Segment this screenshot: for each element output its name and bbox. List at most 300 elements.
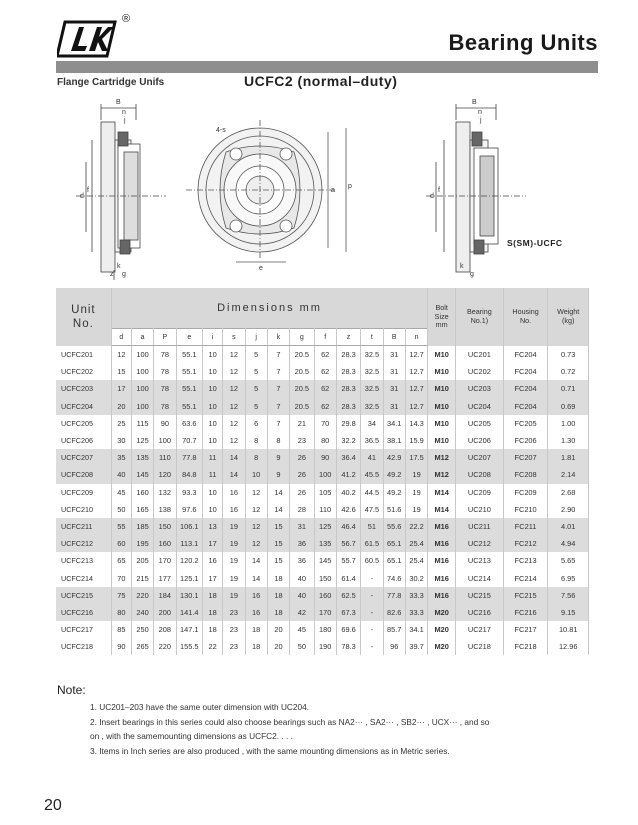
table-cell: FC217 — [503, 621, 548, 638]
table-cell: 61.4 — [336, 569, 360, 586]
table-cell: 14 — [223, 449, 245, 466]
table-cell: 15 — [111, 363, 131, 380]
dimensions-table — [56, 288, 589, 655]
table-cell: 10 — [203, 380, 223, 397]
table-cell: 28 — [290, 501, 314, 518]
table-cell: 39.7 — [405, 638, 428, 655]
table-cell: 220 — [154, 638, 176, 655]
table-cell: UC203 — [455, 380, 503, 397]
table-cell: M14 — [428, 501, 456, 518]
table-cell: 135 — [131, 449, 153, 466]
table-cell: 12.7 — [405, 398, 428, 415]
table-cell: 55 — [111, 518, 131, 535]
table-cell: 55.1 — [176, 363, 203, 380]
table-cell: UC207 — [455, 449, 503, 466]
table-cell: 45 — [290, 621, 314, 638]
table-cell: 12 — [223, 363, 245, 380]
table-cell: UC208 — [455, 466, 503, 483]
note-item: 2. Insert bearings in this series could also choose bearings such as NA2··· , SA2··· , SB2··· , UCX··· , and so — [90, 716, 490, 727]
table-cell: UCFC214 — [56, 569, 111, 586]
table-cell: 62 — [314, 398, 336, 415]
table-cell: 10 — [203, 398, 223, 415]
table-cell: M12 — [428, 449, 456, 466]
table-cell: 12 — [111, 346, 131, 364]
table-cell: 38.1 — [383, 432, 405, 449]
table-cell: M10 — [428, 380, 456, 397]
table-cell: UCFC210 — [56, 501, 111, 518]
table-cell: 185 — [131, 518, 153, 535]
table-cell: 9 — [267, 466, 289, 483]
table-cell: 90 — [111, 638, 131, 655]
table-cell: 100 — [131, 346, 153, 364]
table-cell: 40.2 — [336, 484, 360, 501]
table-cell: 31 — [383, 363, 405, 380]
table-cell: - — [361, 587, 383, 604]
table-cell: 14 — [245, 552, 267, 569]
table-cell: 28.3 — [336, 346, 360, 364]
table-cell: UC215 — [455, 587, 503, 604]
table-cell: 77.8 — [383, 587, 405, 604]
table-cell: 12 — [223, 415, 245, 432]
dim-label-b: B — [116, 99, 121, 106]
table-cell: 34 — [361, 415, 383, 432]
table-cell: 7 — [267, 363, 289, 380]
table-cell: 67.3 — [336, 604, 360, 621]
svg-text:a: a — [331, 187, 335, 194]
table-cell: 18 — [203, 621, 223, 638]
table-cell: 19 — [405, 501, 428, 518]
table-cell: 16 — [245, 587, 267, 604]
table-cell: 16 — [223, 484, 245, 501]
table-cell: 62.5 — [336, 587, 360, 604]
dim-column-header: n — [405, 329, 428, 346]
dim-column-header: e — [176, 329, 203, 346]
table-cell: 70 — [111, 569, 131, 586]
table-cell: M10 — [428, 398, 456, 415]
table-cell: 120 — [154, 466, 176, 483]
company-logo — [57, 18, 117, 58]
table-cell: UC209 — [455, 484, 503, 501]
table-cell: 78 — [154, 363, 176, 380]
table-cell: 25.4 — [405, 535, 428, 552]
table-cell: UC218 — [455, 638, 503, 655]
table-cell: 19 — [223, 535, 245, 552]
table-cell: UC204 — [455, 398, 503, 415]
table-cell: 132 — [154, 484, 176, 501]
table-cell: 6.95 — [548, 569, 589, 586]
table-cell: 42 — [290, 604, 314, 621]
table-cell: 12.7 — [405, 380, 428, 397]
svg-text:d: d — [80, 193, 84, 200]
table-cell: 40 — [111, 466, 131, 483]
table-cell: 56.7 — [336, 535, 360, 552]
table-cell: M16 — [428, 587, 456, 604]
table-cell: 62 — [314, 363, 336, 380]
table-cell: 190 — [314, 638, 336, 655]
table-cell: 51 — [361, 518, 383, 535]
table-cell: 18 — [267, 569, 289, 586]
table-cell: UCFC212 — [56, 535, 111, 552]
table-cell: 20.5 — [290, 363, 314, 380]
table-cell: 50 — [111, 501, 131, 518]
table-cell: 12 — [245, 518, 267, 535]
table-cell: 40 — [290, 587, 314, 604]
table-cell: 82.6 — [383, 604, 405, 621]
table-cell: 20.5 — [290, 398, 314, 415]
table-cell: 23 — [223, 604, 245, 621]
table-cell: 90 — [154, 415, 176, 432]
table-cell: 31 — [383, 346, 405, 364]
table-cell: - — [361, 604, 383, 621]
table-cell: 44.5 — [361, 484, 383, 501]
svg-text:n: n — [122, 109, 126, 116]
table-cell: 47.5 — [361, 501, 383, 518]
page-number: 20 — [44, 797, 62, 814]
table-cell: 34.1 — [405, 621, 428, 638]
table-cell: 5.65 — [548, 552, 589, 569]
table-cell: 0.71 — [548, 380, 589, 397]
table-cell: 14 — [245, 569, 267, 586]
table-cell: 30 — [111, 432, 131, 449]
table-cell: UCFC213 — [56, 552, 111, 569]
table-cell: 62 — [314, 380, 336, 397]
table-cell: 32.5 — [361, 363, 383, 380]
table-cell: 155.5 — [176, 638, 203, 655]
table-cell: FC204 — [503, 346, 548, 364]
table-cell: 26 — [290, 484, 314, 501]
table-cell: 33.3 — [405, 604, 428, 621]
note-item: on , with the samemounting dimensions as UCFC2. . . . — [90, 731, 293, 741]
table-cell: FC204 — [503, 398, 548, 415]
dim-column-header: k — [267, 329, 289, 346]
table-cell: 35 — [111, 449, 131, 466]
table-cell: 32.5 — [361, 398, 383, 415]
table-cell: 65.1 — [383, 535, 405, 552]
table-cell: 12 — [223, 380, 245, 397]
table-cell: 61.5 — [361, 535, 383, 552]
table-cell: 18 — [203, 604, 223, 621]
table-cell: 10 — [203, 501, 223, 518]
svg-text:j: j — [480, 117, 482, 124]
table-cell: 26 — [290, 466, 314, 483]
table-cell: 65 — [111, 552, 131, 569]
table-cell: UC210 — [455, 501, 503, 518]
table-cell: 7 — [267, 398, 289, 415]
table-cell: 55.7 — [336, 552, 360, 569]
table-cell: M10 — [428, 363, 456, 380]
table-row — [56, 501, 589, 518]
table-cell: 36 — [290, 552, 314, 569]
table-cell: UC205 — [455, 415, 503, 432]
housing-no-header: Housing No. — [503, 288, 548, 346]
table-cell: 49.2 — [383, 466, 405, 483]
bolt-size-header: Bolt Size mm — [428, 288, 456, 346]
table-cell: 11 — [203, 466, 223, 483]
table-cell: 15 — [267, 535, 289, 552]
table-cell: 84.8 — [176, 466, 203, 483]
table-cell: 7 — [267, 415, 289, 432]
table-cell: 77.8 — [176, 449, 203, 466]
table-cell: 20 — [267, 621, 289, 638]
table-cell: 19 — [405, 466, 428, 483]
table-cell: 23 — [223, 621, 245, 638]
table-cell: M10 — [428, 432, 456, 449]
table-cell: FC214 — [503, 569, 548, 586]
table-cell: 12.7 — [405, 346, 428, 364]
table-cell: 36.4 — [336, 449, 360, 466]
table-cell: 110 — [154, 449, 176, 466]
table-cell: 14 — [267, 484, 289, 501]
table-cell: 165 — [131, 501, 153, 518]
table-cell: 20 — [111, 398, 131, 415]
table-cell: UCFC218 — [56, 638, 111, 655]
table-cell: 177 — [154, 569, 176, 586]
table-cell: UCFC215 — [56, 587, 111, 604]
table-cell: FC210 — [503, 501, 548, 518]
table-cell: 16 — [245, 604, 267, 621]
table-cell: 55.6 — [383, 518, 405, 535]
table-cell: 7.56 — [548, 587, 589, 604]
table-cell: 25.4 — [405, 552, 428, 569]
table-cell: 42.9 — [383, 449, 405, 466]
table-cell: UC206 — [455, 432, 503, 449]
table-cell: 8 — [245, 432, 267, 449]
table-cell: UC217 — [455, 621, 503, 638]
table-cell: UCFC202 — [56, 363, 111, 380]
table-cell: UCFC208 — [56, 466, 111, 483]
svg-text:g: g — [470, 271, 474, 278]
table-cell: 125.1 — [176, 569, 203, 586]
table-cell: 10 — [203, 415, 223, 432]
technical-drawings — [56, 92, 598, 282]
dim-column-header: j — [245, 329, 267, 346]
table-row — [56, 535, 589, 552]
table-cell: 100 — [131, 380, 153, 397]
table-cell: 20.5 — [290, 346, 314, 364]
table-cell: 41.2 — [336, 466, 360, 483]
table-row — [56, 484, 589, 501]
table-cell: FC216 — [503, 604, 548, 621]
table-cell: 42.6 — [336, 501, 360, 518]
table-cell: 85 — [111, 621, 131, 638]
table-cell: M20 — [428, 621, 456, 638]
table-cell: FC206 — [503, 432, 548, 449]
table-cell: 63.6 — [176, 415, 203, 432]
table-cell: 9 — [267, 449, 289, 466]
table-cell: UCFC204 — [56, 398, 111, 415]
table-cell: 69.6 — [336, 621, 360, 638]
table-cell: 78 — [154, 398, 176, 415]
bearing-no-header: Bearing No.1) — [455, 288, 503, 346]
table-cell: 1.30 — [548, 432, 589, 449]
table-cell: 106.1 — [176, 518, 203, 535]
table-cell: 11 — [203, 449, 223, 466]
table-cell: 75 — [111, 587, 131, 604]
dimensions-header: Dimensions mm — [111, 288, 428, 329]
table-cell: 70.7 — [176, 432, 203, 449]
table-cell: 23 — [290, 432, 314, 449]
table-cell: FC205 — [503, 415, 548, 432]
table-cell: 22 — [203, 638, 223, 655]
table-cell: 60 — [111, 535, 131, 552]
table-cell: M20 — [428, 638, 456, 655]
table-cell: 22.2 — [405, 518, 428, 535]
table-cell: M12 — [428, 466, 456, 483]
table-cell: 10.81 — [548, 621, 589, 638]
table-cell: 45.5 — [361, 466, 383, 483]
side-view-drawing — [76, 104, 166, 280]
dim-column-header: s — [223, 329, 245, 346]
table-cell: 265 — [131, 638, 153, 655]
table-cell: 10 — [203, 346, 223, 364]
table-row — [56, 587, 589, 604]
table-cell: 32.2 — [336, 432, 360, 449]
table-cell: 10 — [203, 484, 223, 501]
bolt-hole-label: 4-s — [216, 127, 226, 134]
table-cell: 85.7 — [383, 621, 405, 638]
table-cell: 12 — [245, 501, 267, 518]
table-cell: 78 — [154, 346, 176, 364]
table-cell: 60.5 — [361, 552, 383, 569]
svg-text:g: g — [122, 271, 126, 278]
table-cell: 32.5 — [361, 380, 383, 397]
table-cell: 55.1 — [176, 380, 203, 397]
note-item: 3. Items in Inch series are also produced , with the same mounting dimensions as in Metric series. — [90, 745, 450, 756]
table-cell: 74.6 — [383, 569, 405, 586]
svg-text:z: z — [110, 271, 114, 278]
table-cell: 32.5 — [361, 346, 383, 364]
svg-text:k: k — [460, 263, 464, 270]
table-row — [56, 380, 589, 397]
table-cell: - — [361, 638, 383, 655]
table-cell: M16 — [428, 552, 456, 569]
table-cell: 7 — [267, 380, 289, 397]
section-label: Flange Cartridge Unifs — [57, 77, 165, 88]
table-cell: 12.7 — [405, 363, 428, 380]
table-row — [56, 552, 589, 569]
model-title: UCFC2 (normal–duty) — [244, 73, 398, 89]
table-cell: 20.5 — [290, 380, 314, 397]
dim-column-header: P — [154, 329, 176, 346]
table-cell: 55.1 — [176, 398, 203, 415]
table-cell: 25 — [111, 415, 131, 432]
table-cell: FC204 — [503, 363, 548, 380]
front-view-drawing — [186, 120, 346, 262]
table-cell: 0.73 — [548, 346, 589, 364]
table-row — [56, 346, 589, 364]
dim-label-e: e — [259, 265, 263, 272]
table-cell: 184 — [154, 587, 176, 604]
table-cell: UCFC216 — [56, 604, 111, 621]
table-cell: 14 — [267, 501, 289, 518]
table-cell: 36 — [290, 535, 314, 552]
table-cell: 18 — [267, 587, 289, 604]
table-cell: 80 — [314, 432, 336, 449]
table-cell: 93.3 — [176, 484, 203, 501]
svg-text:p: p — [348, 183, 352, 190]
table-cell: - — [361, 621, 383, 638]
table-cell: 120.2 — [176, 552, 203, 569]
table-cell: 14.3 — [405, 415, 428, 432]
table-cell: 0.72 — [548, 363, 589, 380]
table-cell: 46.4 — [336, 518, 360, 535]
table-cell: 10 — [203, 432, 223, 449]
svg-text:B: B — [472, 99, 477, 106]
table-cell: UCFC203 — [56, 380, 111, 397]
table-cell: FC213 — [503, 552, 548, 569]
table-cell: 16 — [203, 552, 223, 569]
table-cell: 100 — [154, 432, 176, 449]
table-cell: 150 — [314, 569, 336, 586]
table-cell: 34.1 — [383, 415, 405, 432]
dim-column-header: d — [111, 329, 131, 346]
table-cell: 160 — [131, 484, 153, 501]
table-cell: M16 — [428, 569, 456, 586]
title-bar — [56, 61, 598, 73]
table-cell: 96 — [383, 638, 405, 655]
table-cell: FC204 — [503, 380, 548, 397]
table-cell: 208 — [154, 621, 176, 638]
table-cell: 31 — [383, 380, 405, 397]
table-cell: 115 — [131, 415, 153, 432]
note-item: 1. UC201–203 have the same outer dimension with UC204. — [90, 702, 310, 712]
table-cell: 51.6 — [383, 501, 405, 518]
table-cell: M16 — [428, 535, 456, 552]
table-cell: UCFC217 — [56, 621, 111, 638]
table-cell: UC213 — [455, 552, 503, 569]
table-cell: 12 — [245, 535, 267, 552]
table-cell: - — [361, 569, 383, 586]
dim-column-header: f — [314, 329, 336, 346]
svg-text:k: k — [117, 263, 121, 270]
table-cell: 12 — [223, 432, 245, 449]
table-cell: 4.01 — [548, 518, 589, 535]
table-cell: 80 — [111, 604, 131, 621]
table-cell: 28.3 — [336, 363, 360, 380]
table-cell: 33.3 — [405, 587, 428, 604]
table-cell: 5 — [245, 346, 267, 364]
table-cell: 113.1 — [176, 535, 203, 552]
table-cell: 5 — [245, 380, 267, 397]
table-cell: 170 — [154, 552, 176, 569]
table-cell: M14 — [428, 484, 456, 501]
table-cell: 2.14 — [548, 466, 589, 483]
dim-column-header: t — [361, 329, 383, 346]
table-cell: FC208 — [503, 466, 548, 483]
table-cell: 29.8 — [336, 415, 360, 432]
svg-text:d: d — [430, 193, 434, 200]
table-row — [56, 398, 589, 415]
dim-column-header: B — [383, 329, 405, 346]
table-cell: 18 — [267, 604, 289, 621]
dim-column-header: z — [336, 329, 360, 346]
svg-text:j: j — [124, 117, 126, 124]
table-cell: 90 — [314, 449, 336, 466]
table-cell: 12.96 — [548, 638, 589, 655]
table-row — [56, 604, 589, 621]
table-cell: 125 — [131, 432, 153, 449]
table-cell: FC207 — [503, 449, 548, 466]
table-cell: 21 — [290, 415, 314, 432]
table-cell: UC211 — [455, 518, 503, 535]
variant-label: S(SM)-UCFC — [507, 238, 563, 248]
table-cell: 55.1 — [176, 346, 203, 364]
page-title: Bearing Units — [448, 30, 598, 55]
svg-text:f: f — [438, 187, 440, 194]
table-cell: 250 — [131, 621, 153, 638]
table-cell: 200 — [154, 604, 176, 621]
table-cell: UC214 — [455, 569, 503, 586]
